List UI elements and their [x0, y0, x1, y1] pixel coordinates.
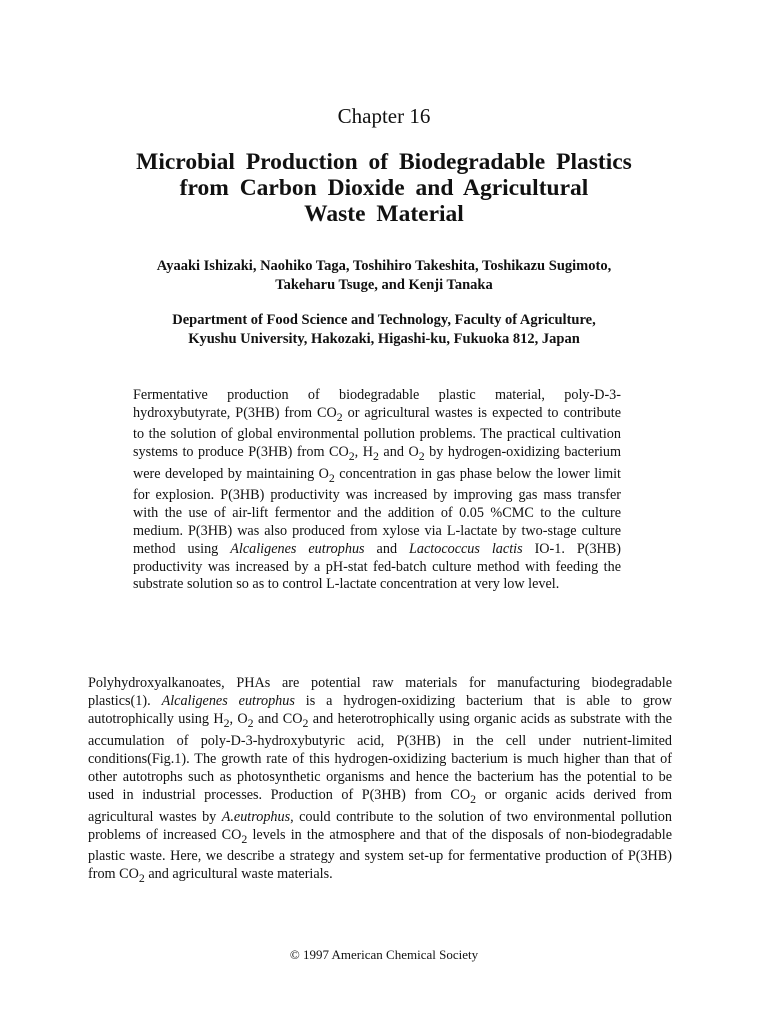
author-line: Takeharu Tsuge, and Kenji Tanaka — [275, 277, 493, 293]
author-line: Ayaaki Ishizaki, Naohiko Taga, Toshihiro Takeshita, Toshikazu Sugimoto, — [156, 258, 612, 274]
affiliation — [60, 311, 708, 349]
chapter-title — [60, 149, 708, 227]
title-line: Microbial Production of Biodegradable Plastics — [136, 149, 632, 175]
body-paragraph: Polyhydroxyalkanoates, PHAs are potential raw materials for manufacturing biodegradable plastics(1). Alcaligenes eutrophus is a hydrogen-oxidizing bacterium that is able to grow autotrophically using $H_2$, $O_2$ and $CO_2$ and heterotrophically using organic acids as substrate with the accumulation of poly-D-3-hydroxybutyric acid, P(3HB) in the cell under nutrient-limited conditions(Fig.1). The growth rate of this hydrogen-oxidizing bacterium is much higher than that of other autotrophs such as photosynthetic organisms and hence the bacterium has the potential to be used in industrial processes. Production of P(3HB) from $CO_2$ or organic acids derived from agricultural wastes by A.eutrophus, could contribute to the solution of two environmental pollution problems of increased $CO_2$ levels in the atmosphere and that of the disposals of non-biodegradable plastic waste. Here, we describe a strategy and system set-up for fermentative production of P(3HB) from $CO_2$ and agricultural waste materials. — [88, 675, 673, 886]
abstract-paragraph: Fermentative production of biodegradable plastic material, poly-D-3-hydroxybutyrate, P(3HB) from $CO_2$ or agricultural wastes is expected to contribute to the solution of global environmental pollution problems. The practical cultivation systems to produce P(3HB) from $CO_2$, $H_2$ and $O_2$ by hydrogen-oxidizing bacterium were developed by maintaining $O_2$ concentration in gas phase below the lower limit for explosion. P(3HB) productivity was increased by improving gas mass transfer with the use of air-lift fermentor and the addition of 0.05 %CMC to the culture medium. P(3HB) was also produced from xylose via L-lactate by two-stage culture method using Alcaligenes eutrophus and Lactococcus lactis IO-1. P(3HB) productivity was increased by a pH-stat fed-batch culture method with feeding the substrate solution so as to control L-lactate concentration at very low level. — [133, 387, 622, 593]
copyright-notice: © 1997 American Chemical Society — [289, 947, 479, 962]
chapter-number: Chapter 16 — [337, 104, 431, 128]
introduction-paragraph — [88, 674, 672, 887]
abstract — [133, 387, 621, 594]
species-name: Alcaligenes eutrophus — [161, 693, 295, 709]
title-line: Waste Material — [304, 201, 464, 227]
author-list — [60, 257, 708, 295]
species-name: A.eutrophus — [221, 808, 291, 825]
affiliation-line: Kyushu University, Hakozaki, Higashi-ku, Fukuoka 812, Japan — [188, 331, 580, 347]
species-name: Lactococcus lactis — [409, 540, 523, 557]
affiliation-line: Department of Food Science and Technology, Faculty of Agriculture, — [172, 312, 596, 328]
species-name: Alcaligenes eutrophus — [230, 540, 365, 557]
title-line: from Carbon Dioxide and Agricultural — [179, 175, 589, 201]
